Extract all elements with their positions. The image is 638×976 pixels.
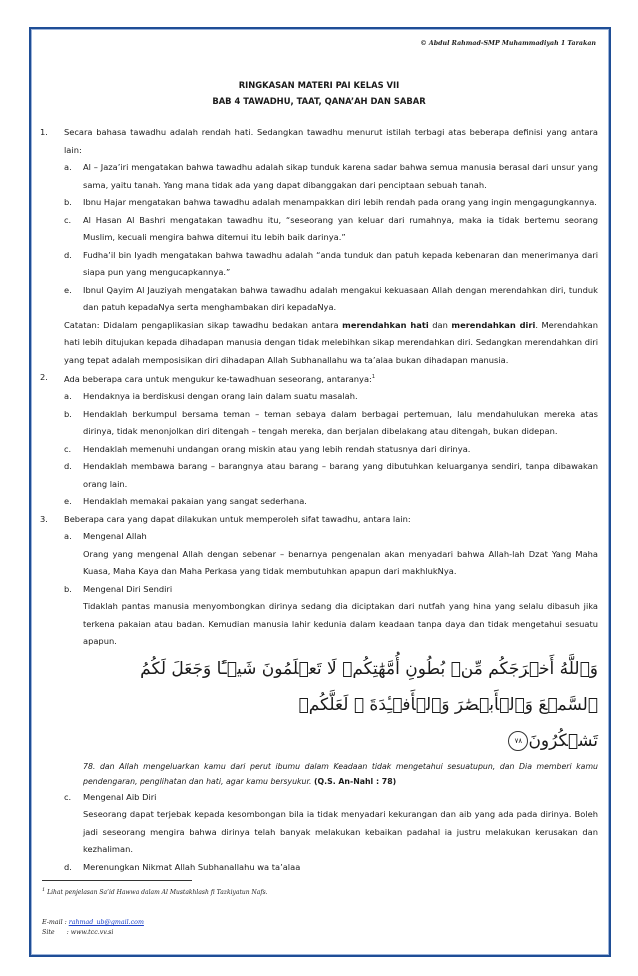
sublist-marker: e. — [64, 496, 72, 507]
note-bold-term: merendahkan diri — [451, 319, 536, 330]
sublist-item — [64, 282, 598, 317]
sublist-marker: e. — [64, 284, 72, 295]
subheading: Mengenal Aib Diri — [83, 791, 157, 802]
list-item-2 — [40, 369, 598, 388]
sublist-text: Hendaklah memenuhi undangan orang miskin atau yang lebih rendah statusnya dari dirinya. — [83, 443, 471, 454]
verse-reference: (Q.S. An-Nahl : 78) — [313, 776, 397, 786]
sublist-text: Hendaklah membawa barang – barangnya atau barang – barang yang dibutuhkan keluarganya sendiri, tanpa dibawakan orang lain. — [83, 461, 598, 489]
sublist-marker: c. — [64, 791, 72, 802]
translation-text: 78. dan Allah mengeluarkan kamu dari perut ibumu dalam Keadaan tidak mengetahui sesuatupun, dan Dia memberi kamu pendengaran, penglihatan dan hati, agar kamu bersyukur. — [83, 761, 598, 786]
sublist-2 — [40, 388, 598, 511]
sublist-item — [64, 406, 598, 441]
sublist-item — [64, 441, 598, 459]
sublist-marker: a. — [64, 531, 72, 542]
sublist-marker: b. — [64, 408, 72, 419]
sublist-text: Fudha’il bin Iyadh mengatakan bahwa tawadhu adalah “anda tunduk dan patuh kepada kebenaran dan menerimanya dari siapa pun yang mengucapkannya.” — [83, 249, 598, 277]
sublist-text: Ibnul Qayim Al Jauziyah mengatakan bahwa tawadhu adalah mengakui kekuasaan Allah dengan merendahkan diri, tunduk dan patuh kepadaNya serta menghambakan diri kepadaNya. — [83, 284, 598, 312]
sublist-marker: b. — [64, 583, 72, 594]
sublist-item — [64, 194, 598, 212]
sublist-text: Al – Jaza’iri mengatakan bahwa tawadhu adalah sikap tunduk karena sadar bahwa semua manusia berasal dari unsur yang sama, yaitu tanah. Yang mana tidak ada yang dapat dibanggakan dari penciptaan sebuah tanah. — [83, 162, 598, 190]
sublist-marker: d. — [64, 249, 72, 260]
footer-site-row — [42, 928, 144, 938]
list-item-text: Ada beberapa cara untuk mengukur ke-tawadhuan seseorang, antaranya: — [64, 373, 372, 384]
email-label: E-mail : — [42, 919, 69, 926]
footnote-ref: 1 — [371, 374, 376, 380]
sublist-item — [64, 859, 598, 877]
sublist-item — [64, 159, 598, 194]
list-item-1 — [40, 124, 598, 159]
sublist-1 — [40, 159, 598, 317]
sublist-item — [64, 528, 598, 581]
site-text: www.tcc.vv.si — [70, 929, 114, 936]
sublist-item — [64, 388, 598, 406]
sublist-item — [64, 247, 598, 282]
sublist-marker: c. — [64, 443, 72, 454]
note-text: dan — [428, 319, 452, 330]
subheading: Mengenal Allah — [83, 531, 147, 542]
quran-verse — [83, 651, 598, 759]
sublist-text: Seseorang dapat terjebak kepada kesombongan bila ia tidak menyadari kekurangan dan aib yang ada pada dirinya. Boleh jadi seseorang mengira bahwa dirinya telah banyak melakukan kebaikan padahal ia justru melakukan kerusakan dan kezhaliman. — [83, 809, 598, 855]
page-header-credit: © Abdul Rahmad-SMP Muhammadiyah 1 Tarakan — [420, 40, 596, 47]
sublist-text: Hendaklah berkumpul bersama teman – teman sebaya dalam berbagai pertemuan, lalu mendahulukan mereka atas dirinya, tidak menonjolkan diri ditengah – tengah mereka, dan berjalan dibelakang atau ditengah, bukan didepan. — [83, 408, 598, 437]
sublist-3 — [40, 528, 598, 876]
footnote-divider — [42, 880, 192, 881]
list-item-text: Secara bahasa tawadhu adalah rendah hati. Sedangkan tawadhu menurut istilah terbagi atas beberapa definisi yang antara lain: — [64, 127, 598, 155]
sublist-marker: d. — [64, 861, 72, 872]
note-paragraph — [40, 317, 598, 370]
footnote-text: Lihat penjelasan Sa’id Hawwa dalam Al Mustakhlash fi Tazkiyatun Nafs. — [45, 889, 268, 896]
sublist-item — [64, 212, 598, 247]
subheading: Merenungkan Nikmat Allah Subhanallahu wa ta’alaa — [83, 861, 301, 872]
sublist-marker: b. — [64, 197, 72, 207]
chapter-title: BAB 4 TAWADHU, TAAT, QANA’AH DAN SABAR — [212, 96, 426, 106]
footnote-number: 1 — [42, 887, 46, 893]
list-marker: 3. — [40, 513, 48, 524]
note-bold-term: merendahkan hati — [342, 319, 429, 330]
quran-verse-line: وَٱللَّهُ أَخۡرَجَكُم مِّنۢ بُطُونِ أُمَّهَٰتِكُمۡ لَا تَعۡلَمُونَ شَيۡـًٔا وَجَعَلَ لَكُمُ ٱلسَّمۡعَ وَٱلۡأَبۡصَٰرَ وَٱلۡأَفۡـِٔدَةَ ۙ لَعَلَّكُمۡ — [140, 658, 598, 715]
sublist-marker: a. — [64, 391, 72, 402]
list-item-text: Beberapa cara yang dapat dilakukan untuk memperoleh sifat tawadhu, antara lain: — [64, 513, 411, 524]
sublist-marker: c. — [64, 214, 72, 225]
sublist-text: Ibnu Hajar mengatakan bahwa tawadhu adalah menampakkan diri lebih rendah pada orang yang ingin mengagungkannya. — [83, 197, 597, 207]
sublist-item — [64, 789, 598, 859]
list-item-3 — [40, 511, 598, 529]
sublist-text: Al Hasan Al Bashri mengatakan tawadhu itu, “seseorang yan keluar dari rumahnya, maka ia tidak bertemu seorang Muslim, kecuali mengira bahwa ditemui itu lebih baik darinya.” — [83, 214, 598, 242]
note-text: Catatan: Didalam pengaplikasian sikap tawadhu bedakan antara — [64, 319, 343, 330]
footnote — [42, 887, 268, 896]
sublist-text: Tidaklah pantas manusia menyombongkan dirinya sedang dia diciptakan dari nutfah yang hina yang selalu dibasuh jika terkena pakaian atau badan. Kemudian manusia lahir kedunia dalam keadaan tanpa daya dan tidak mengetahui sesuatu apapun. — [83, 601, 598, 647]
site-label: Site : — [42, 929, 71, 936]
list-marker: 1. — [40, 127, 48, 137]
sublist-item — [64, 458, 598, 493]
quran-verse-end: تَشۡكُرُونَ — [528, 730, 598, 751]
ayah-number-marker: ٧٨ — [508, 731, 528, 751]
sublist-marker: d. — [64, 461, 72, 472]
email-link[interactable]: rahmad_ub@gmail.com — [68, 919, 144, 926]
list-marker: 2. — [40, 372, 48, 382]
document-body — [40, 124, 598, 876]
sublist-text: Orang yang mengenal Allah dengan sebenar – benarnya pengenalan akan menyadari bahwa Allah-lah Dzat Yang Maha Kuasa, Maha Kaya dan Maha Perkasa yang tidak membutuhkan apapun dari makhlukNya. — [83, 548, 598, 577]
verse-translation — [83, 759, 598, 789]
sublist-text: Hendaklah memakai pakaian yang sangat sederhana. — [83, 496, 307, 507]
footer-email-row — [42, 918, 144, 928]
quran-verse-line — [83, 723, 598, 759]
page-footer — [42, 918, 144, 938]
sublist-text: Hendaknya ia berdiskusi dengan orang lain dalam suatu masalah. — [83, 391, 358, 402]
document-title: RINGKASAN MATERI PAI KELAS VII — [238, 80, 400, 90]
sublist-marker: a. — [64, 162, 72, 172]
sublist-item — [64, 493, 598, 511]
sublist-item — [64, 581, 598, 789]
subheading: Mengenal Diri Sendiri — [83, 583, 173, 594]
note-text: . Merendahkan hati lebih ditujukan kepada dihadapan manusia dengan tidak melebihkan sikap merendahkan diri. Sedangkan merendahkan diri yang tepat adalah memposisikan diri dihadapan Allah Subhanallahu wa ta’alaa bukan dihadapan manusia. — [64, 319, 598, 365]
